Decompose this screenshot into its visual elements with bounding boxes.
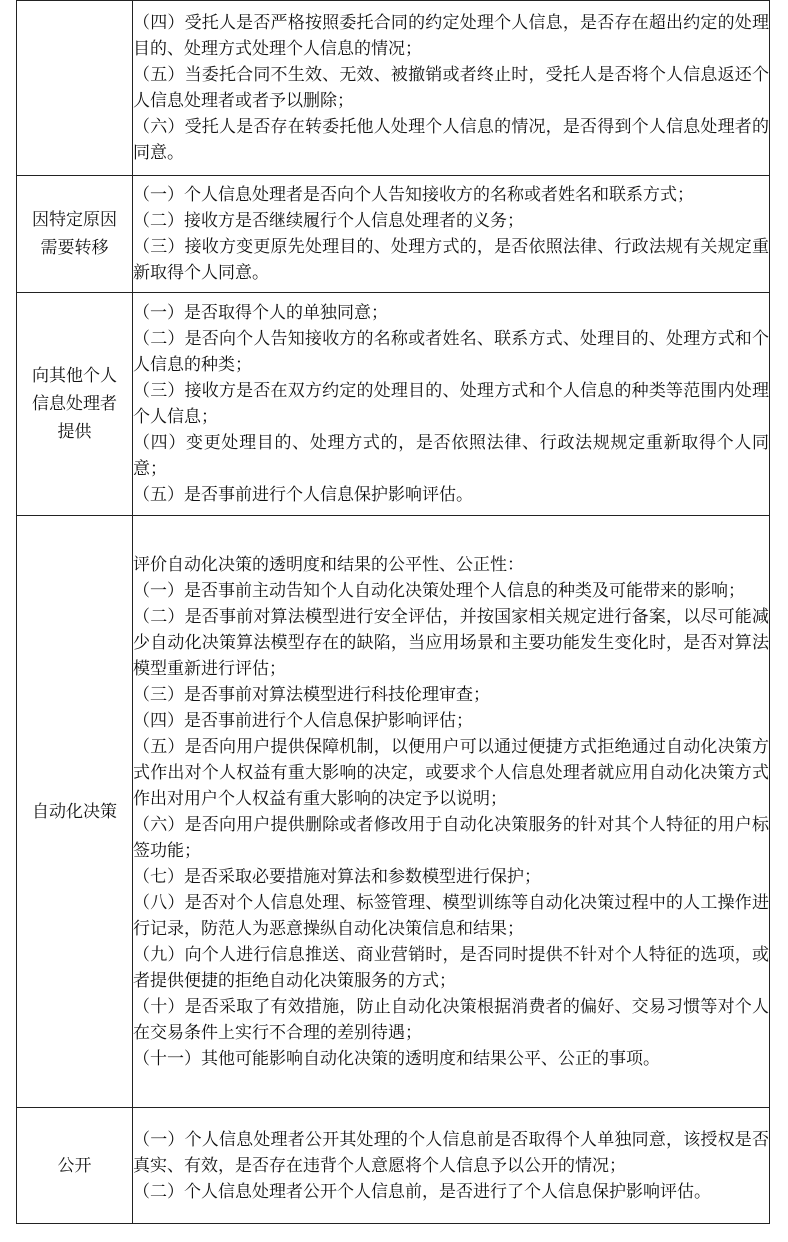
criteria-item: （六）是否向用户提供删除或者修改用于自动化决策服务的针对其个人特征的用户标签功能；	[133, 814, 769, 861]
table-row	[17, 1, 770, 176]
table-row	[17, 176, 770, 293]
criteria-item: （十）是否采取了有效措施，防止自动化决策根据消费者的偏好、交易习惯等对个人在交易条件上实行不合理的差别待遇；	[133, 996, 769, 1043]
criteria-item: （三）接收方变更原先处理目的、处理方式的，是否依照法律、行政法规有关规定重新取得个人同意。	[133, 237, 769, 283]
category-label: 自动化决策	[32, 801, 117, 822]
criteria-item: （一）是否取得个人的单独同意；	[133, 303, 388, 323]
criteria-item: （三）是否事前对算法模型进行科技伦理审查；	[133, 684, 490, 705]
criteria-item: （十一）其他可能影响自动化决策的透明度和结果公平、公正的事项。	[133, 1048, 660, 1069]
criteria-cell	[133, 1, 770, 176]
criteria-item: （一）个人信息处理者公开其处理的个人信息前是否取得个人单独同意，该授权是否真实、有效，是否存在违背个人意愿将个人信息予以公开的情况；	[133, 1129, 769, 1176]
criteria-item: （九）向个人进行信息推送、商业营销时，是否同时提供不针对个人特征的选项，或者提供便捷的拒绝自动化决策服务的方式；	[133, 944, 769, 991]
criteria-item: （二）个人信息处理者公开个人信息前，是否进行了个人信息保护影响评估。	[133, 1181, 711, 1202]
criteria-cell	[133, 293, 770, 516]
criteria-cell	[133, 516, 770, 1108]
criteria-item: （七）是否采取必要措施对算法和参数模型进行保护；	[133, 866, 541, 887]
criteria-item: （四）是否事前进行个人信息保护影响评估；	[133, 710, 473, 731]
category-cell-public	[17, 1108, 133, 1224]
criteria-intro: 评价自动化决策的透明度和结果的公平性、公正性：	[133, 554, 524, 575]
criteria-item: （一）个人信息处理者是否向个人告知接收方的名称或者姓名和联系方式；	[133, 185, 694, 205]
criteria-item: （五）是否事前进行个人信息保护影响评估。	[133, 485, 473, 505]
criteria-item: （二）是否向个人告知接收方的名称或者姓名、联系方式、处理目的、处理方式和个人信息的种类；	[133, 329, 769, 375]
criteria-item: （四）受托人是否严格按照委托合同的约定处理个人信息，是否存在超出约定的处理目的、处理方式处理个人信息的情况；	[133, 13, 769, 59]
criteria-item: （二）接收方是否继续履行个人信息处理者的义务；	[133, 211, 524, 231]
category-label: 因特定原因	[32, 210, 117, 230]
criteria-item: （四）变更处理目的、处理方式的，是否依照法律、行政法规规定重新取得个人同意；	[133, 433, 769, 479]
criteria-cell	[133, 1108, 770, 1224]
category-cell-transfer	[17, 176, 133, 293]
criteria-item: （二）是否事前对算法模型进行安全评估，并按国家相关规定进行备案，以尽可能减少自动化决策算法模型存在的缺陷，当应用场景和主要功能发生变化时，是否对算法模型重新进行评估；	[133, 606, 769, 679]
table-row	[17, 1108, 770, 1224]
category-label: 提供	[57, 422, 92, 442]
criteria-item: （三）接收方是否在双方约定的处理目的、处理方式和个人信息的种类等范围内处理个人信息；	[133, 381, 769, 427]
category-cell-provide	[17, 293, 133, 516]
category-label: 信息处理者	[32, 394, 117, 414]
category-label: 公开	[57, 1155, 92, 1176]
criteria-item: （五）当委托合同不生效、无效、被撤销或者终止时，受托人是否将个人信息返还个人信息处理者或者予以删除；	[133, 65, 769, 111]
review-criteria-table	[16, 0, 770, 1224]
category-label: 向其他个人	[32, 366, 117, 386]
criteria-item: （八）是否对个人信息处理、标签管理、模型训练等自动化决策过程中的人工操作进行记录，防范人为恶意操纵自动化决策信息和结果；	[133, 892, 769, 939]
category-cell-automated-decision	[17, 516, 133, 1108]
category-label: 需要转移	[40, 238, 109, 258]
criteria-item: （五）是否向用户提供保障机制，以便用户可以通过便捷方式拒绝通过自动化决策方式作出对个人权益有重大影响的决定，或要求个人信息处理者就应用自动化决策方式作出对用户个人权益有重大影响的决定予以说明；	[133, 736, 769, 809]
table-row	[17, 293, 770, 516]
category-cell-empty	[17, 1, 133, 176]
criteria-item: （一）是否事前主动告知个人自动化决策处理个人信息的种类及可能带来的影响；	[133, 580, 745, 601]
table-row	[17, 516, 770, 1108]
criteria-item: （六）受托人是否存在转委托他人处理个人信息的情况，是否得到个人信息处理者的同意。	[133, 117, 769, 163]
criteria-cell	[133, 176, 770, 293]
